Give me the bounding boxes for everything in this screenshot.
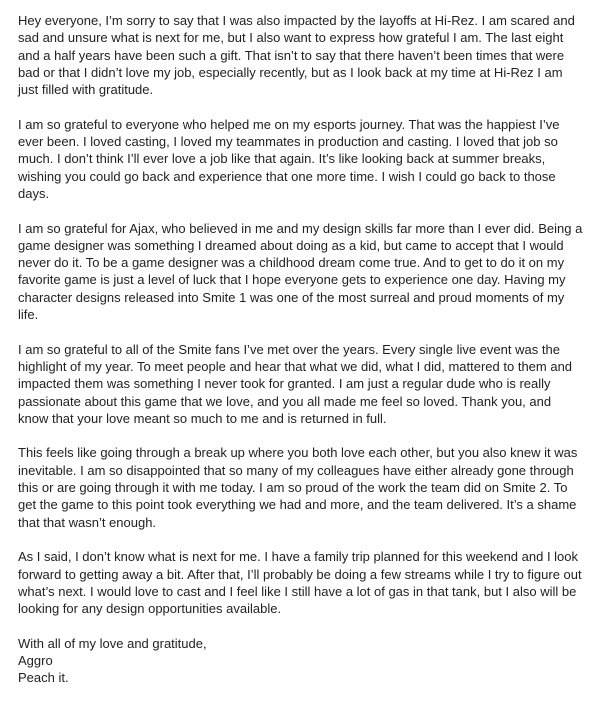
letter-paragraph-next: As I said, I don’t know what is next for me. I have a family trip planned for this weekend and I look forward to getting away a bit. After that, I’ll probably be doing a few streams while I try to figure out what’s next. I would love to cast and I feel like I still have a lot of gas in that tank, but I also will be looking for any design opportunities available. <box>18 549 582 617</box>
postscript-line: Peach it. <box>18 670 69 686</box>
letter-paragraph-fans: I am so grateful to all of the Smite fans I’ve met over the years. Every single live event was the highlight of my year. To meet people and hear that what we did, what I did, mattered to them and impacted them was something I never took for granted. I am just a regular dude who is really passionate about this game that we love, and you all made me feel so loved. Thank you, and know that your love meant so much to me and is returned in full. <box>18 341 573 426</box>
closing-line: With all of my love and gratitude, <box>18 635 207 651</box>
letter-signoff <box>18 635 583 687</box>
letter-paragraph-intro: Hey everyone, I’m sorry to say that I was also impacted by the layoffs at Hi-Rez. I am scared and sad and unsure what is next for me, but I also want to express how grateful I am. The last eight and a half years have been such a gift. That isn’t to say that there haven’t been times that were bad or that I didn’t love my job, especially recently, but as I look back at my time at Hi-Rez I am just filled with gratitude. <box>18 13 575 98</box>
letter-paragraph-esports: I am so grateful to everyone who helped me on my esports journey. That was the happiest I’ve ever been. I loved casting, I loved my teammates in production and casting. I loved that job so much. I don’t think I’ll ever love a job like that again. It’s like looking back at summer breaks, wishing you could go back and experience that one more time. I wish I could go back to those days. <box>18 116 560 201</box>
letter-paragraph-design: I am so grateful for Ajax, who believed in me and my design skills far more than I ever did. Being a game designer was something I dreamed about doing as a kid, but came to accept that I would never do it. To be a game designer was a childhood dream come true. And to get to do it on my favorite game is just a level of luck that I hope everyone gets to experience one day. Having my character designs released into Smite 1 was one of the most surreal and proud moments of my life. <box>18 220 583 323</box>
signature-name: Aggro <box>18 652 53 668</box>
letter-paragraph-team: This feels like going through a break up where you both love each other, but you also knew it was inevitable. I am so disappointed that so many of my colleagues have either already gone through this or are going through it with me today. I am so proud of the work the team did on Smite 2. To get the game to this point took everything we had and more, and the team delivered. It’s a shame that that wasn’t enough. <box>18 445 578 530</box>
letter-body <box>18 12 583 687</box>
